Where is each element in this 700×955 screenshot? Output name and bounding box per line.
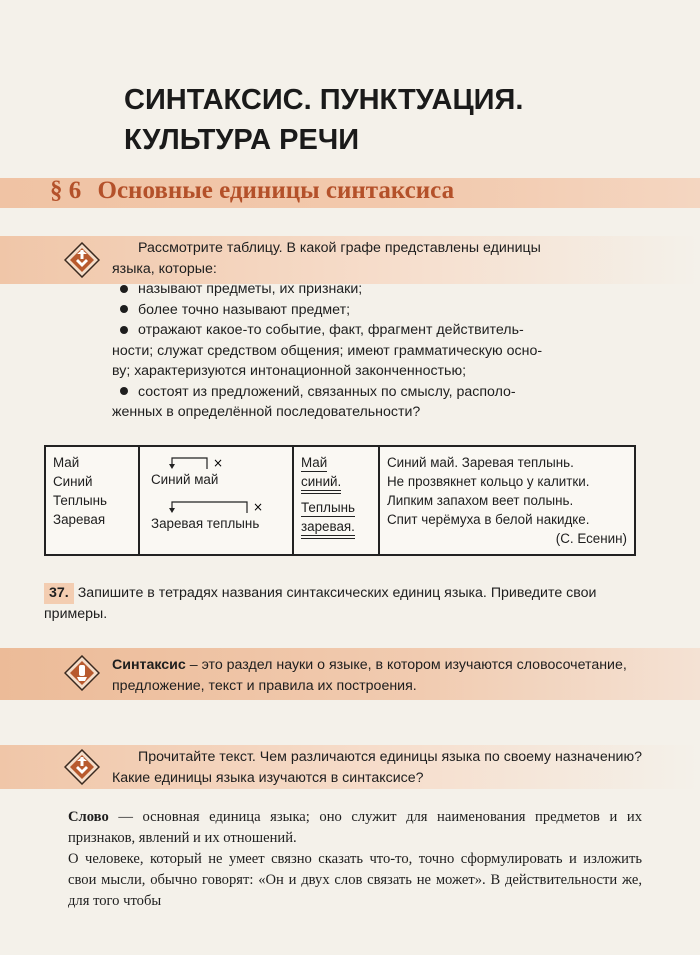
sentence <box>301 517 371 539</box>
word: Заревая <box>53 512 106 527</box>
section-title: Основные единицы синтаксиса <box>97 177 455 204</box>
phrases-column <box>139 446 293 555</box>
phrase-link-arrow-icon <box>147 497 267 515</box>
svg-text:×: × <box>213 456 224 470</box>
poem-line: Липким запахом веет полынь. <box>387 493 574 508</box>
task1-line: ности; служат средством общения; имеют грамматическую осно- <box>112 342 543 359</box>
bullet-text: более точно называют предмет; <box>138 301 351 318</box>
task-question-icon <box>64 749 100 785</box>
task-question-icon <box>64 242 100 278</box>
task1-text <box>112 238 642 423</box>
task1-line: женных в определённой последовательности? <box>112 404 421 420</box>
word: Синий <box>53 474 93 489</box>
subject: Теплынь <box>301 500 355 515</box>
task1-line: Рассмотрите таблицу. В какой графе представлены единицы <box>138 240 541 256</box>
task1-bullet <box>112 300 642 321</box>
exercise-number: 37. <box>44 583 74 604</box>
poem-line: Синий май. Заревая теплынь. <box>387 455 574 470</box>
sentence <box>301 472 371 494</box>
bullet-dot <box>120 387 128 395</box>
task2-text <box>112 747 642 788</box>
definition-text: – это раздел науки о языке, в котором изучаются словосочетание, предложение, текст и правила их построения. <box>112 657 627 694</box>
section-heading <box>50 172 454 210</box>
text-column <box>379 446 635 555</box>
definition-term: Синтаксис <box>112 657 186 673</box>
sentences-column <box>293 446 379 555</box>
page-title: СИНТАКСИС. ПУНКТУАЦИЯ. КУЛЬТУРА РЕЧИ <box>124 84 524 156</box>
word: Теплынь <box>53 493 107 508</box>
predicate: синий. <box>301 474 341 494</box>
svg-text:×: × <box>253 500 264 514</box>
word: Май <box>53 455 80 470</box>
subject: Май <box>301 455 328 470</box>
body-paragraph: О человеке, который не умеет связно сказать что-то, точно сформулировать и изложить свои мысли, обычно говорят: «Он и двух слов связать не может». В действительности же, для того чтобы <box>68 851 642 909</box>
bullet-dot <box>120 326 128 334</box>
bullet-text: отражают какое-то событие, факт, фрагмент действитель- <box>138 322 524 338</box>
exercise-text: Запишите в тетрадях названия синтаксических единиц языка. Приведите свои примеры. <box>44 585 597 622</box>
sentence <box>301 453 371 472</box>
bullet-text: состоят из предложений, связанных по смыслу, располо- <box>138 383 516 400</box>
words-column <box>45 446 139 555</box>
body-paragraph-text: — основная единица языка; оно служит для наименования предметов и их признаков, явлений и их отношений. <box>68 809 642 846</box>
phrase-item <box>147 453 285 497</box>
phrase-item <box>147 497 285 541</box>
units-table <box>44 445 636 556</box>
section-number: § 6 <box>50 177 82 204</box>
task1-bullet <box>112 382 642 403</box>
task1-line: языка, которые: <box>112 260 217 277</box>
phrase-link-arrow-icon <box>147 453 267 471</box>
bullet-dot <box>120 285 128 293</box>
phrase-text: Заревая теплынь <box>151 516 260 531</box>
sentence <box>301 498 371 517</box>
phrase-text: Синий май <box>151 472 219 487</box>
task2-question: Прочитайте текст. Чем различаются единицы языка по своему назначению? Какие единицы языка изучаются в синтаксисе? <box>112 749 642 786</box>
body-term: Слово <box>68 809 109 825</box>
task1-line: ву; характеризуются интонационной законченностью; <box>112 363 467 379</box>
poem-author: (С. Есенин) <box>555 531 627 546</box>
syntax-definition <box>112 655 642 696</box>
bullet-text: называют предметы, их признаки; <box>138 281 363 297</box>
predicate: заревая. <box>301 519 355 539</box>
task1-bullet <box>112 320 642 341</box>
exercise-37 <box>44 583 644 624</box>
body-text <box>68 807 642 912</box>
poem-line: Не прозвякнет кольцо у калитки. <box>387 474 590 489</box>
bullet-dot <box>120 305 128 313</box>
task1-bullet <box>112 279 642 300</box>
body-paragraph <box>68 807 642 849</box>
rule-lamp-icon <box>64 655 100 691</box>
poem-line: Спит черёмуха в белой накидке. <box>387 512 590 527</box>
